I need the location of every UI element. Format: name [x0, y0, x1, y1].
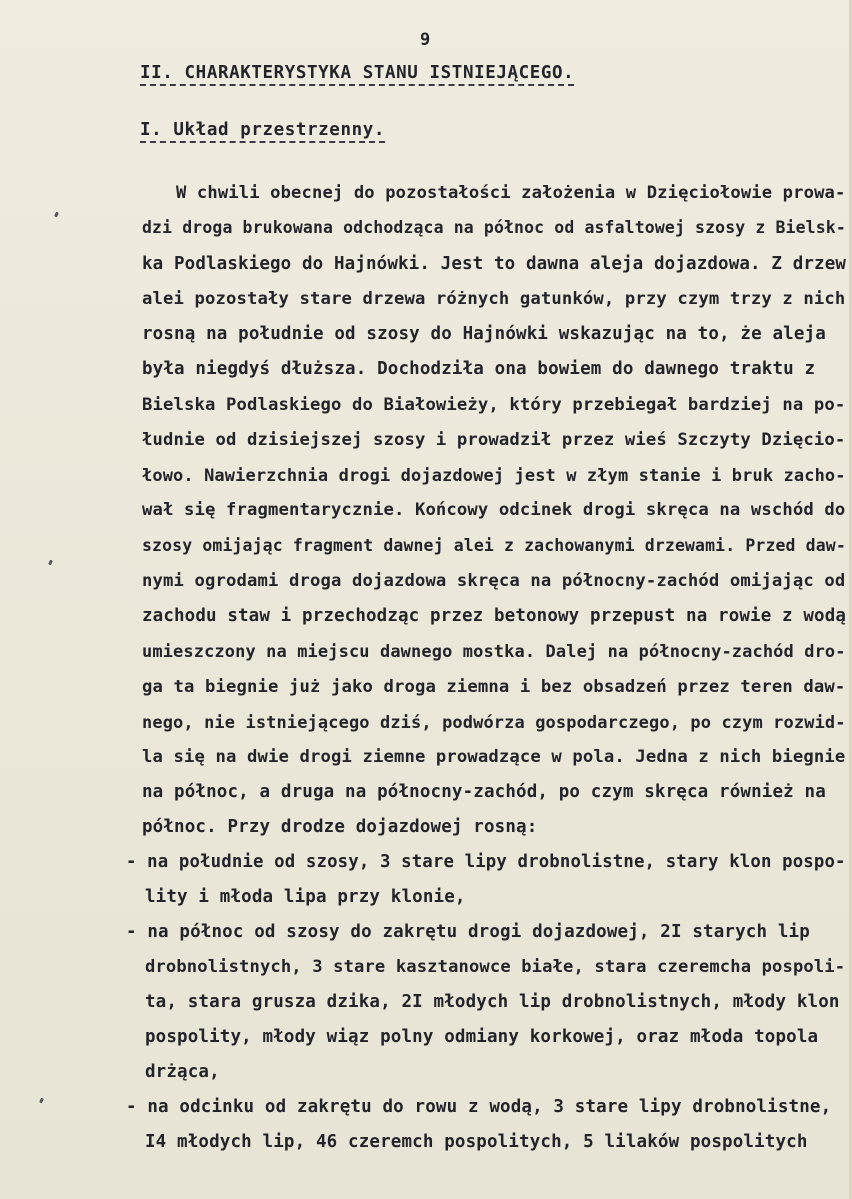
list-item-line: ta, stara grusza dzika, 2I młodych lip drobnolistnych, młody klon: [145, 992, 840, 1012]
list-item-line: - na południe od szosy, 3 stare lipy drobnolistne, stary klon pospo-: [126, 852, 846, 872]
page-number: 9: [420, 30, 431, 50]
text-line: alei pozostały stare drzewa różnych gatunków, przy czym trzy z nich: [142, 289, 846, 309]
text-line: dzi droga brukowana odchodząca na północ od asfaltowej szosy z Bielsk-: [142, 218, 846, 237]
chapter-heading: II. CHARAKTERYSTYKA STANU ISTNIEJĄCEGO.: [140, 63, 574, 86]
text-line: ga ta biegnie już jako droga ziemna i bez obsadzeń przez teren daw-: [142, 677, 846, 697]
text-line: zachodu staw i przechodząc przez betonowy przepust na rowie z wodą: [142, 606, 847, 626]
text-line: la się na dwie drogi ziemne prowadzące w pola. Jedna z nich biegnie: [142, 747, 846, 767]
list-item-line: pospolity, młody wiąz polny odmiany korkowej, oraz młoda topola: [145, 1027, 819, 1047]
list-item-line: - na północ od szosy do zakrętu drogi dojazdowej, 2I starych lip: [126, 922, 810, 942]
list-item-line: drobnolistnych, 3 stare kasztanowce białe, stara czeremcha pospoli-: [145, 957, 846, 977]
text-line: nego, nie istniejącego dziś, podwórza gospodarczego, po czym rozwid-: [142, 712, 846, 732]
text-line: była niegdyś dłuższa. Dochodziła ona bowiem do dawnego traktu z: [142, 359, 816, 379]
list-item-line: - na odcinku od zakrętu do rowu z wodą, 3 stare lipy drobnolistne,: [126, 1097, 832, 1117]
margin-mark: [48, 560, 53, 566]
text-line: ka Podlaskiego do Hajnówki. Jest to dawna aleja dojazdowa. Z drzew: [142, 254, 847, 274]
text-line: północ. Przy drodze dojazdowej rosną:: [142, 817, 538, 837]
text-line: na północ, a druga na północny-zachód, po czym skręca również na: [142, 782, 826, 802]
list-item-line: I4 młodych lip, 46 czeremch pospolitych, 5 lilaków pospolitych: [145, 1132, 808, 1152]
text-line: łudnie od dzisiejszej szosy i prowadził przez wieś Szczyty Dzięcio-: [142, 430, 846, 450]
text-line: Bielska Podlaskiego do Białowieży, który przebiegał bardziej na po-: [142, 395, 846, 415]
text-line: nymi ogrodami droga dojazdowa skręca na północny-zachód omijając od: [142, 571, 846, 591]
text-line: rosną na południe od szosy do Hajnówki wskazując na to, że aleja: [142, 324, 826, 344]
list-item-line: lity i młoda lipa przy klonie,: [145, 887, 466, 907]
list-item-line: drżąca,: [145, 1062, 220, 1082]
section-heading: I. Układ przestrzenny.: [140, 120, 385, 143]
margin-mark: [39, 1098, 44, 1104]
text-line: umieszczony na miejscu dawnego mostka. Dalej na północny-zachód dro-: [142, 641, 846, 661]
text-line: łowo. Nawierzchnia drogi dojazdowej jest w złym stanie i bruk zacho-: [142, 465, 846, 485]
text-line: wał się fragmentarycznie. Końcowy odcinek drogi skręca na wschód do: [142, 500, 846, 520]
text-line: szosy omijając fragment dawnej alei z zachowanymi drzewami. Przed daw-: [142, 536, 846, 555]
text-line: W chwili obecnej do pozostałości założenia w Dzięciołowie prowa-: [176, 183, 846, 203]
margin-mark: [54, 212, 59, 218]
